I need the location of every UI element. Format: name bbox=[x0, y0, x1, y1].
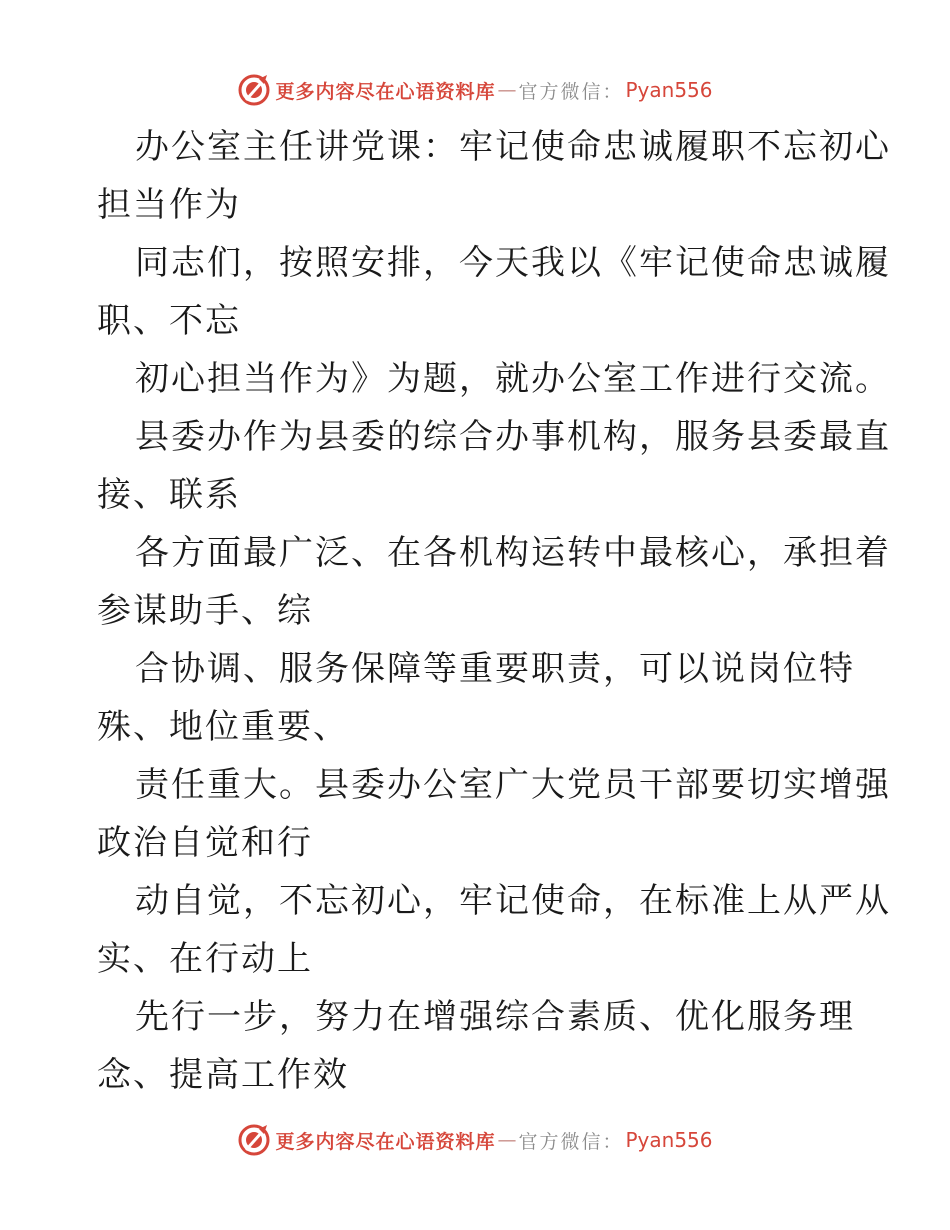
pen-logo-icon bbox=[237, 73, 271, 107]
text-line: 接、联系 bbox=[97, 475, 241, 515]
text-line: 参谋助手、综 bbox=[97, 591, 313, 631]
watermark-official-label: 官方微信： bbox=[518, 1130, 624, 1153]
text-line: 职、不忘 bbox=[97, 301, 241, 341]
watermark-brand-text: 更多内容尽在心语资料库 bbox=[275, 1130, 496, 1153]
watermark-brand-text: 更多内容尽在心语资料库 bbox=[275, 80, 496, 103]
text-line: 先行一步，努力在增强综合素质、优化服务理 bbox=[135, 997, 855, 1037]
text-line: 同志们，按照安排，今天我以《牢记使命忠诚履 bbox=[135, 243, 891, 283]
header-watermark bbox=[0, 70, 950, 110]
watermark-official-label: 官方微信： bbox=[518, 80, 624, 103]
text-line: 实、在行动上 bbox=[97, 939, 313, 979]
watermark-dash: — bbox=[497, 79, 517, 101]
pen-logo-icon bbox=[237, 1123, 271, 1157]
text-line: 殊、地位重要、 bbox=[97, 707, 349, 747]
text-line: 县委办作为县委的综合办事机构，服务县委最直 bbox=[135, 417, 891, 457]
text-line: 动自觉，不忘初心，牢记使命，在标准上从严从 bbox=[135, 881, 891, 921]
text-line: 合协调、服务保障等重要职责，可以说岗位特 bbox=[135, 649, 855, 689]
watermark-dash: — bbox=[497, 1129, 517, 1151]
text-line: 责任重大。县委办公室广大党员干部要切实增强 bbox=[135, 765, 891, 805]
text-line: 担当作为 bbox=[97, 185, 241, 225]
text-line: 念、提高工作效 bbox=[97, 1055, 349, 1095]
text-line: 政治自觉和行 bbox=[97, 823, 313, 863]
text-line: 各方面最广泛、在各机构运转中最核心，承担着 bbox=[135, 533, 891, 573]
watermark-wechat-id: Pyan556 bbox=[625, 1128, 713, 1152]
footer-watermark bbox=[0, 1120, 950, 1160]
document-body bbox=[97, 118, 891, 1104]
text-line: 办公室主任讲党课：牢记使命忠诚履职不忘初心 bbox=[135, 127, 891, 167]
text-line: 初心担当作为》为题，就办公室工作进行交流。 bbox=[135, 359, 891, 399]
watermark-wechat-id: Pyan556 bbox=[625, 78, 713, 102]
